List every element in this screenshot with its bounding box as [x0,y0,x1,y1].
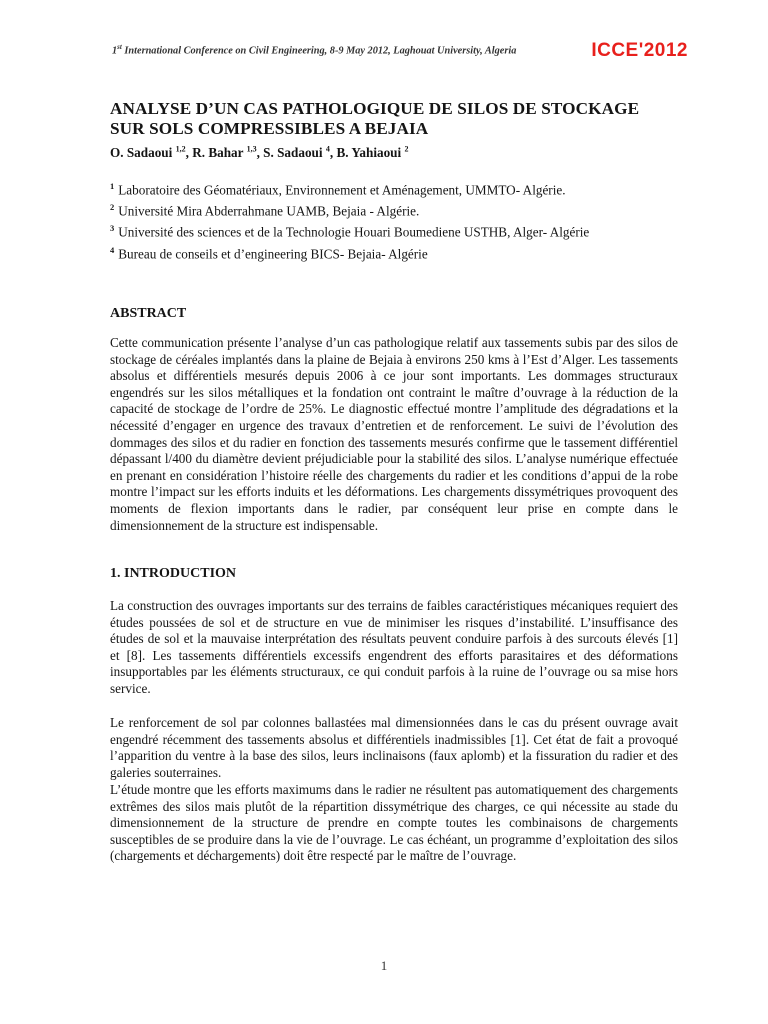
conference-ordinal-suffix: st [117,43,122,51]
abstract-text: Cette communication présente l’analyse d’un cas pathologique relatif aux tassements subis par des silos de stockage de céréales implantés dans la plaine de Bejaia à environs 250 kms à l’Est d’Alger. Les tassements absolus et différentiels mesurés depuis 2006 à ce jour sont importants. Les dommages structuraux engendrés sur les silos métalliques et la fondation ont contraint le maître d’ouvrage à la réduction de la capacité de stockage de l’ordre de 25%. Le diagnostic effectué montre l’amplitude des dégradations et la nécessité d’engager en urgence des travaux d’entretien et de renforcement. Le suivi de l’évolution des dommages des silos et du radier en fonction des tassements mesurés confirme que le tassement différentiel dépassant l/400 du diamètre devient préjudiciable pour la stabilité des silos. L’analyse numérique effectuée en prenant en considération l’histoire réelle des chargements du radier et les conditions d’appui de la robe montre l’impact sur les efforts induits et les déformations. Les chargements dissymétriques provoquent des moments de flexion importants dans le radier, par conséquent leur prise en compte dans le dimensionnement de la structure est indispensable. [110,335,678,533]
author: O. Sadaoui $^{1,2}$, [110,145,193,161]
introduction-paragraph-2: Le renforcement de sol par colonnes ballastées mal dimensionnées dans le cas du présent ouvrage avait engendré récemment des tassements absolus et différentiels inadmissibles [1]. Cet état de fait a provoqué l’apparition du ventre à la base des silos, leurs inclinaisons (faux aplomb) et la fissuration du radier et des galeries souterraines. [110,715,678,780]
title-line-1: ANALYSE D’UN CAS PATHOLOGIQUE DE SILOS DE STOCKAGE [110,99,640,118]
title-line-2: SUR SOLS COMPRESSIBLES A BEJAIA [110,119,429,138]
introduction-paragraph-3: L’étude montre que les efforts maximums dans le radier ne résultent pas automatiquement des chargements extrêmes des silos mais plutôt de la répartition dissymétrique des charges, ce qui nécessite au stade du dimensionnement de la structure de prendre en compte toutes les combinaisons de chargements susceptibles de se produire dans la vie de l’ouvrage. Le cas échéant, un programme d’exploitation des silos (chargements et déchargements) doit être respecté par le maître de l’ouvrage. [110,782,678,864]
author: B. Yahiaoui $^2$ [336,145,409,161]
affiliation: $^3$ Université des sciences et de la Technologie Houari Boumediene USTHB, Alger- Algérie [110,223,590,240]
affiliation-list [110,178,710,263]
conference-ordinal: 1 [112,45,118,57]
introduction-heading: 1. INTRODUCTION [110,566,237,581]
author: R. Bahar $^{1,3}$, [192,145,264,161]
abstract-heading: ABSTRACT [110,306,187,321]
affiliation: $^2$ Université Mira Abderrahmane UAMB, Bejaia - Algérie. [110,202,420,219]
affiliation: $^4$ Bureau de conseils et d’engineering BICS- Bejaia- Algérie [110,244,428,261]
introduction-paragraph-1: La construction des ouvrages importants sur des terrains de faibles caractéristiques mécaniques requiert des études poussées de sol et de structure en vue de minimiser les risques d’instabilité. L’insuffisance des études de sol et la mauvaise interprétation des résultats peuvent conduire parfois à des surcouts élevés [1] et [8]. Les tassements différentiels excessifs engendrent des efforts parasitaires et des déformations insupportables par les éléments structuraux, ce qui conduit parfois à la ruine de l’ouvrage ou sa mise hors service. [110,598,678,696]
icce-logo: ICCE'2012 [591,40,688,61]
author: S. Sadaoui $^4$, [263,145,337,161]
author-list [110,145,408,161]
page-number: 1 [380,958,388,973]
conference-name: International Conference on Civil Engineering, 8-9 May 2012, Laghouat University, Algeria [121,45,517,57]
affiliation: $^1$ Laboratoire des Géomatériaux, Environnement et Aménagement, UMMTO- Algérie. [110,181,566,198]
page-header [112,40,702,66]
paper-title [110,99,690,139]
conference-line [112,43,516,56]
